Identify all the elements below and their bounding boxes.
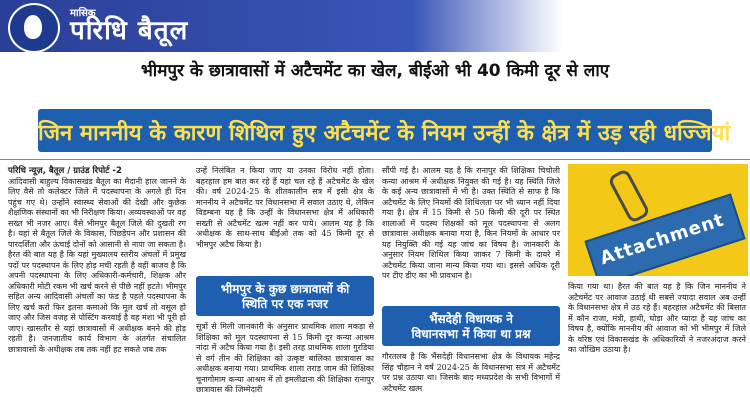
attachment-sticker-text: Attachment [597,209,727,270]
column-1-text: आदिवासी बाहुल्य विकासखंड बैतूल का मैदानी हाल जानने के लिए वैसे तो कलेक्टर जिले में पदस्थापना के अगले ही दिन पहुंच गए थे। उन्होंने स्वास्थ्य सेवाओं की देखी और कुछेक शैक्षणिक संस्थानों का भी निरीक्षण किया। अव्यवस्थाओं पर वह सख्त भी नजर आए। वैसे भीमपुर बैतूल जिले की दुखती रग है। यहां से बैतूल जिले के विकास, पिछड़ेपन और प्रशासन की पारदर्शिता और ऊंचाई दोनों को आसानी से नापा जा सकता है। हैरत की बात यह है कि यहां मुख्यालय स्तरीय अंचलों में प्रमुख पदों पर पदस्थापन के लिए होड़ मची रहती है वहीं बाजव है कि अपनी पदस्थापना के लिए अधिकारी-कर्मचारी, शिक्षक और अधिकारी मोटी रकम भी खर्च करने से पीछे नहीं हटते। भीमपुर सहित अन्य आदिवासी अंचलों का फंड है पहले पदस्थापना के लिए खर्च करो फिर इतना कमाओ कि मूल खर्च तो वसूल हो जाए और जिस वजह से पोस्टिंग करवाई है वह मंशा भी पूरी हो जाए। खासतौर से यहां छात्रावासों में अधीक्षक बनने की होड़ रहती है। जनजातीय कार्य विभाग के अंतर्गत संचालित छात्रावासों के अधीक्षक तब तक नहीं हट सकते जब तक [8,176,186,354]
subheading-hostels-line-1: भीमपुर के कुछ छात्रावासों की [220,282,350,296]
column-2-bottom [196,322,374,396]
subheading-hostels [196,276,374,316]
newspaper-logo-icon [8,3,60,53]
column-3-bottom-text: गौरतलब है कि भैंसदेही विधानसभा क्षेत्र के विधायक महेन्द्र सिंह चौहान ने वर्ष 2024-25 के विधानसभा सत्र में अटैचमेंट पर प्रश्न उठाया था। जिसके बाद मध्यप्रदेश के सभी विभागों में अटैचमेंट खत्म [382,352,560,393]
column-2-top [196,166,374,250]
column-2-top-text: उन्हें निलंबित न किया जाए या उनका विरोध नहीं होता। बहरहाल हम बात कर रहे हैं यहां चल रहे हैं अटैचमेंट के खेल की। वर्ष 2024-25 के शीतकालीन सत्र में इसी क्षेत्र के माननीय ने अटैचमेंट पर विधानसभा में सवाल उठाए थे, लेकिन विडम्बना यह है कि उन्हीं के विधानसभा क्षेत्र में अधिकारी सख्ती से अटैचमेंट खत्म नहीं कर पाये। आलम यह है कि अधीक्षक के साथ-साथ बीईओ तक को 45 किमी दूर से भीमपुर अटैच किया है। [196,166,374,249]
divider [0,159,750,160]
main-banner [38,109,731,152]
banner-title: जिन माननीय के कारण शिथिल हुए अटैचमेंट के नियम उन्हीं के क्षेत्र में उड़ रही धज्जियां [38,121,731,146]
attachment-sticker [584,193,745,276]
subheading-mla-line-1: भैंसदेही विधायक ने [429,312,513,326]
masthead-title: परिधि बैतूल [70,16,189,46]
subheading-mla-line-2: विधानसभा में किया था प्रश्न [411,327,531,341]
column-2-bottom-text: सूत्रों से मिली जानकारी के अनुसार प्राथमिक शाला मकड़ा से शिक्षिका को मूल पदस्थापना से 15 किमी दूर कन्या आश्रम नांदा में अटैच किया गया है। इसी तरह प्राथमिक शाला गुरडिया से वर्ग तीन की शिक्षिका को उत्कृष्ट बालिका छात्रावास का अधीक्षक बनाया गया। प्राथमिक शाला तराड़ जाम की शिक्षिका चूनागोमाम कन्या आश्रम में तो इमलीढाना की शिक्षिका रानापुर छात्रावास की जिम्मेदारी [196,322,374,394]
column-3-top [382,166,560,282]
subheading-hostels-line-2: स्थिति पर एक नजर [242,297,328,311]
column-1 [8,166,186,355]
paperclip-icon [607,168,651,224]
attachment-photo [568,164,748,276]
column-3-top-text: सौंपी गई है। आलम यह है कि रानापुर की शिक्षिका चिचोली कन्या आश्रम में अधीक्षक नियुक्त की गई है। यह स्थिति जिले के कई अन्य छात्रावासों में भी है। उक्त स्थिति से साफ है कि अटैचमेंट के लिए नियमों की शिथिलता पर भी ध्यान नहीं दिया गया है। क्षेत्र में 15 किमी से 50 किमी की दूरी पर स्थित शालाओं में पदस्थ शिक्षकों को मूल पदस्थापना से अलग छात्रावास अधीक्षक बनाया गया है, किन नियमों के आधार पर यह नियुक्ति की गई यह जांच का विषय है। जानकारी के अनुसार नियम शिथिल किया जाकर 7 किमी के दायरे में अटैचमेंट किया जाना मान्य किया गया था। इससे अधिक दूरी पर टीए डीए का भी प्रावधान है। [382,166,560,280]
masthead-frequency: मासिक [70,8,96,19]
headline: भीमपुर के छात्रावासों में अटैचमेंट का खेल, बीईओ भी 40 किमी दूर से लाए [140,61,610,81]
column-3-bottom [382,352,560,394]
column-4-text: किया गया था। हैरत की बात यह है कि जिन माननीय ने अटैचमेंट पर आवाज उठाई थी सबसे ज्यादा सवाल अब उन्हीं के विधानसभा क्षेत्र में उठ रहे हैं। बहरहाल अटैचमेंट की बिसात में कौन राजा, मंत्री, हाथी, घोड़ा और प्यादा है यह जांच का विषय है, क्योंकि माननीय की आवाज को भी भीमपुर में जिले के वरिष्ठ एवं विकासखंड के अधिकारियों ने नजरअंदाज करने का जोखिम उठाया है। [568,282,746,354]
column-4 [568,282,746,356]
subheading-mla [382,306,560,346]
byline: परिधि न्यूज़, बैतूल / ग्राउंड रिपोर्ट -2 [8,166,122,176]
masthead [0,0,750,52]
